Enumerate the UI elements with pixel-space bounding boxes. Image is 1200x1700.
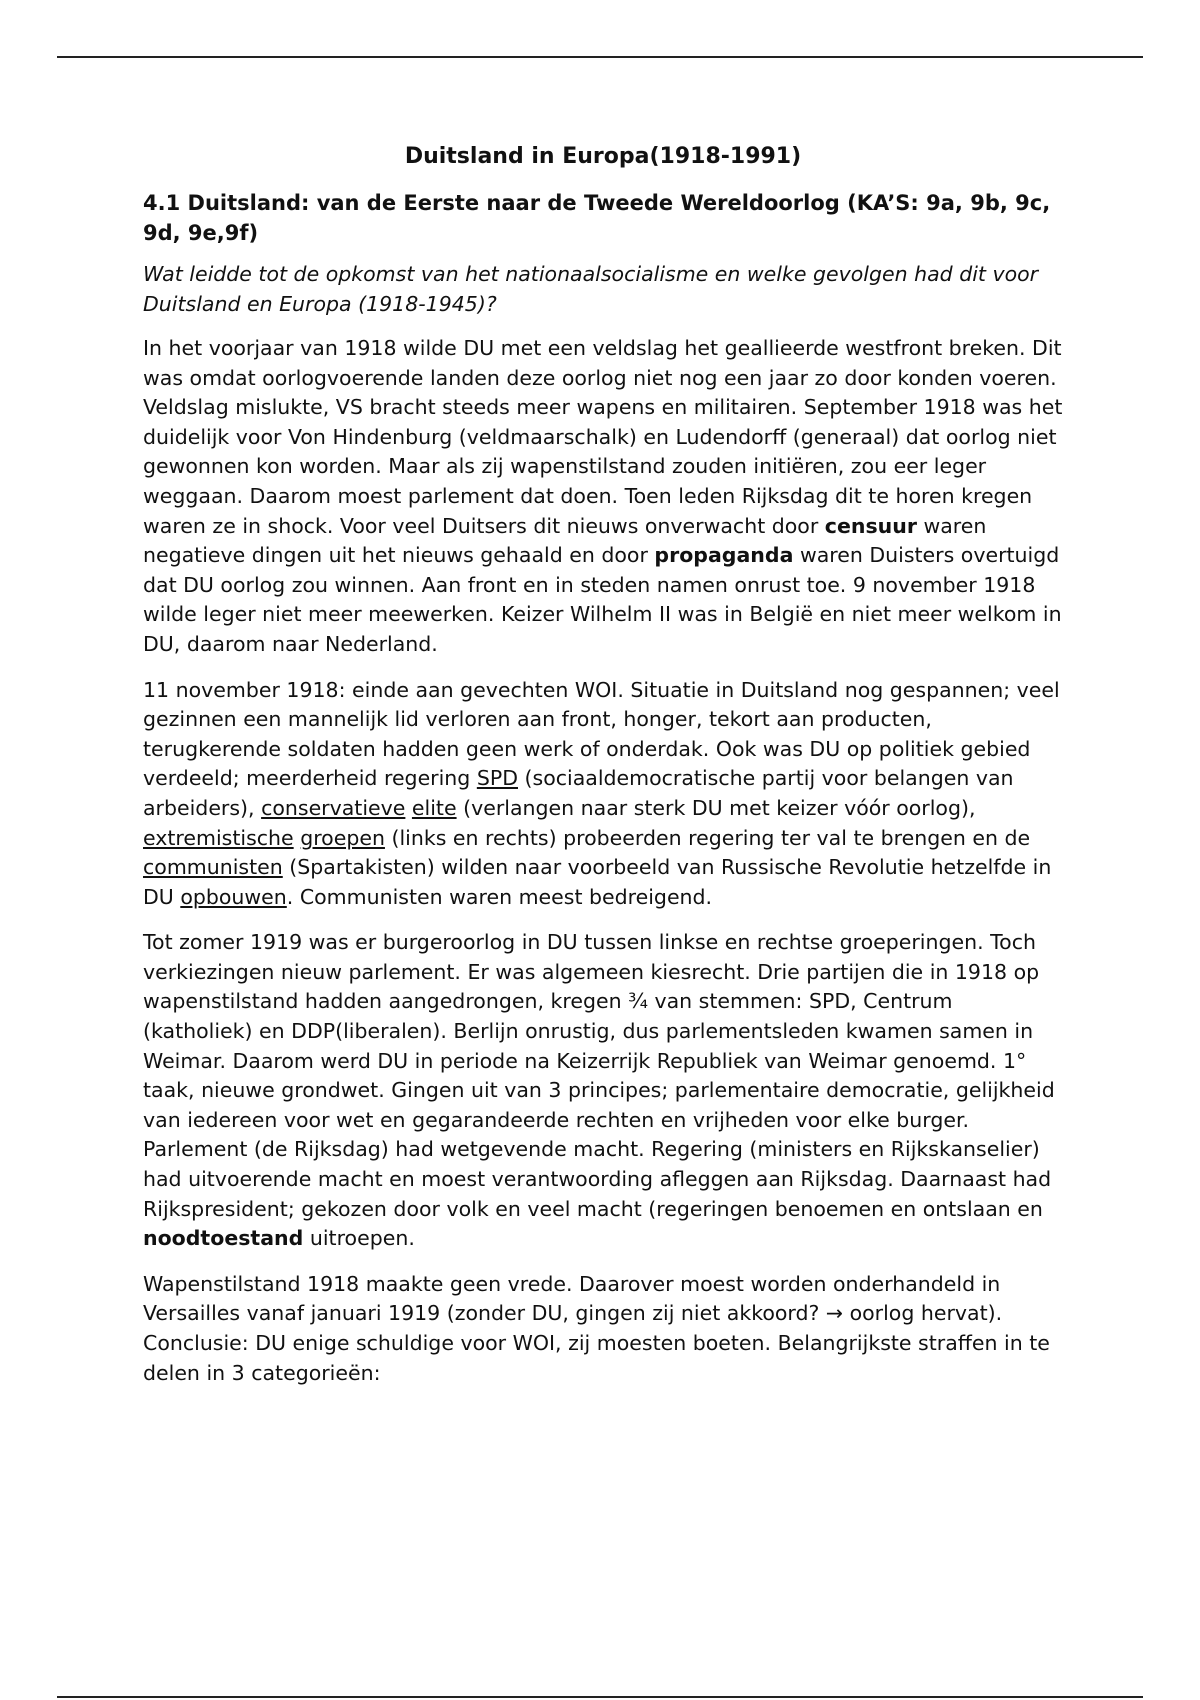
paragraph-text: Tot zomer 1919 was er burgeroorlog in DU tussen linkse en rechtse groeperingen. Toch verkiezingen nieuw parlement. Er was algemeen kiesrecht. Drie partijen die in 1918 op wapenstilstand hadden aangedrongen, kregen ¾ van stemmen: SPD, Centrum (katholiek) en DDP(liberalen). Berlijn onrustig, dus parlementsleden kwamen samen in Weimar. Daarom werd DU in periode na Keizerrijk Republiek van Weimar genoemd. 1° taak, nieuwe grondwet. Gingen uit van 3 principes; parlementaire democratie, gelijkheid van iedereen voor wet en gegarandeerde rechten en vrijheden voor elke burger. Parlement (de Rijksdag) had wetgevende macht. Regering (ministers en Rijkskanselier) had uitvoerende macht en moest verantwoording afleggen aan Rijksdag. Daarnaast had Rijkspresident; gekozen door volk en veel macht (regeringen benoemen en ontslaan en xyxy=(143,930,1055,1221)
underlined-term-elite: elite xyxy=(411,795,457,820)
paragraph-text: 11 november 1918: einde aan gevechten WOI. Situatie in Duitsland nog gespannen; veel gezinnen een mannelijk lid verloren aan front, honger, tekort aan producten, terugkerende soldaten hadden geen werk of onderdak. Ook was DU op politiek gebied verdeeld; meerderheid regering xyxy=(143,677,1060,791)
section-heading: 4.1 Duitsland: van de Eerste naar de Tweede Wereldoorlog (KA’S: 9a, 9b, 9c, 9d, 9e,9f) xyxy=(143,191,1051,245)
document-body xyxy=(143,140,1063,1404)
underlined-term-opbouwen: opbouwen xyxy=(180,884,287,909)
paragraph-text: uitroepen. xyxy=(303,1226,415,1251)
paragraph-4 xyxy=(143,1270,1063,1388)
guiding-question: Wat leidde tot de opkomst van het nationaalsocialisme en welke gevolgen had dit voor Duitsland en Europa (1918-1945)? xyxy=(143,262,1039,316)
paragraph-text: (sociaaldemocratische partij voor belangen van arbeiders), xyxy=(143,766,1014,820)
document-title: Duitsland in Europa(1918-1991) xyxy=(404,144,802,169)
bold-term-propaganda: propaganda xyxy=(654,543,794,568)
paragraph-text: (Spartakisten) wilden naar voorbeeld van Russische Revolutie hetzelfde in DU xyxy=(143,855,1052,909)
paragraph-text: waren negatieve dingen uit het nieuws gehaald en door xyxy=(143,513,987,568)
paragraph-3 xyxy=(143,928,1063,1254)
underlined-term-groepen: groepen xyxy=(300,825,385,850)
paragraph-text: (verlangen naar sterk DU met keizer vóór oorlog), xyxy=(456,795,976,820)
underlined-term-spd: SPD xyxy=(476,766,518,791)
paragraph-text: (links en rechts) probeerden regering ter val te brengen en de xyxy=(384,825,1031,850)
underlined-term-communisten: communisten xyxy=(143,855,283,880)
paragraph-1 xyxy=(143,334,1063,660)
footer-rule xyxy=(57,1696,1143,1698)
paragraph-2 xyxy=(143,676,1063,913)
paragraph-text: waren Duisters overtuigd dat DU oorlog zou winnen. Aan front en in steden namen onrust toe. 9 november 1918 wilde leger niet meer meewerken. Keizer Wilhelm II was in België en niet meer welkom in DU, daarom naar Nederland. xyxy=(143,543,1062,656)
paragraph-text: In het voorjaar van 1918 wilde DU met een veldslag het geallieerde westfront breken. Dit was omdat oorlogvoerende landen deze oorlog niet nog een jaar zo door konden voeren. Veldslag mislukte, VS bracht steeds meer wapens en militairen. September 1918 was het duidelijk voor Von Hindenburg (veldmaarschalk) en Ludendorff (generaal) dat oorlog niet gewonnen kon worden. Maar als zij wapenstilstand zouden initiëren, zou eer leger weggaan. Daarom moest parlement dat doen. Toen leden Rijksdag dit te horen kregen waren ze in shock. Voor veel Duitsers dit nieuws onverwacht door xyxy=(143,336,1063,538)
underlined-term-conservatieve: conservatieve xyxy=(261,795,406,820)
bold-term-censuur: censuur xyxy=(824,513,917,538)
header-rule xyxy=(57,56,1143,58)
underlined-term-extremistische: extremistische xyxy=(143,825,294,850)
paragraph-text: Wapenstilstand 1918 maakte geen vrede. Daarover moest worden onderhandeld in Versailles vanaf januari 1919 (zonder DU, gingen zij niet akkoord? → oorlog hervat). Conclusie: DU enige schuldige voor WOI, zij moesten boeten. Belangrijkste straffen in te delen in 3 categorieën: xyxy=(143,1271,1050,1385)
bold-term-noodtoestand: noodtoestand xyxy=(143,1226,304,1251)
paragraph-text: . Communisten waren meest bedreigend. xyxy=(286,884,713,909)
